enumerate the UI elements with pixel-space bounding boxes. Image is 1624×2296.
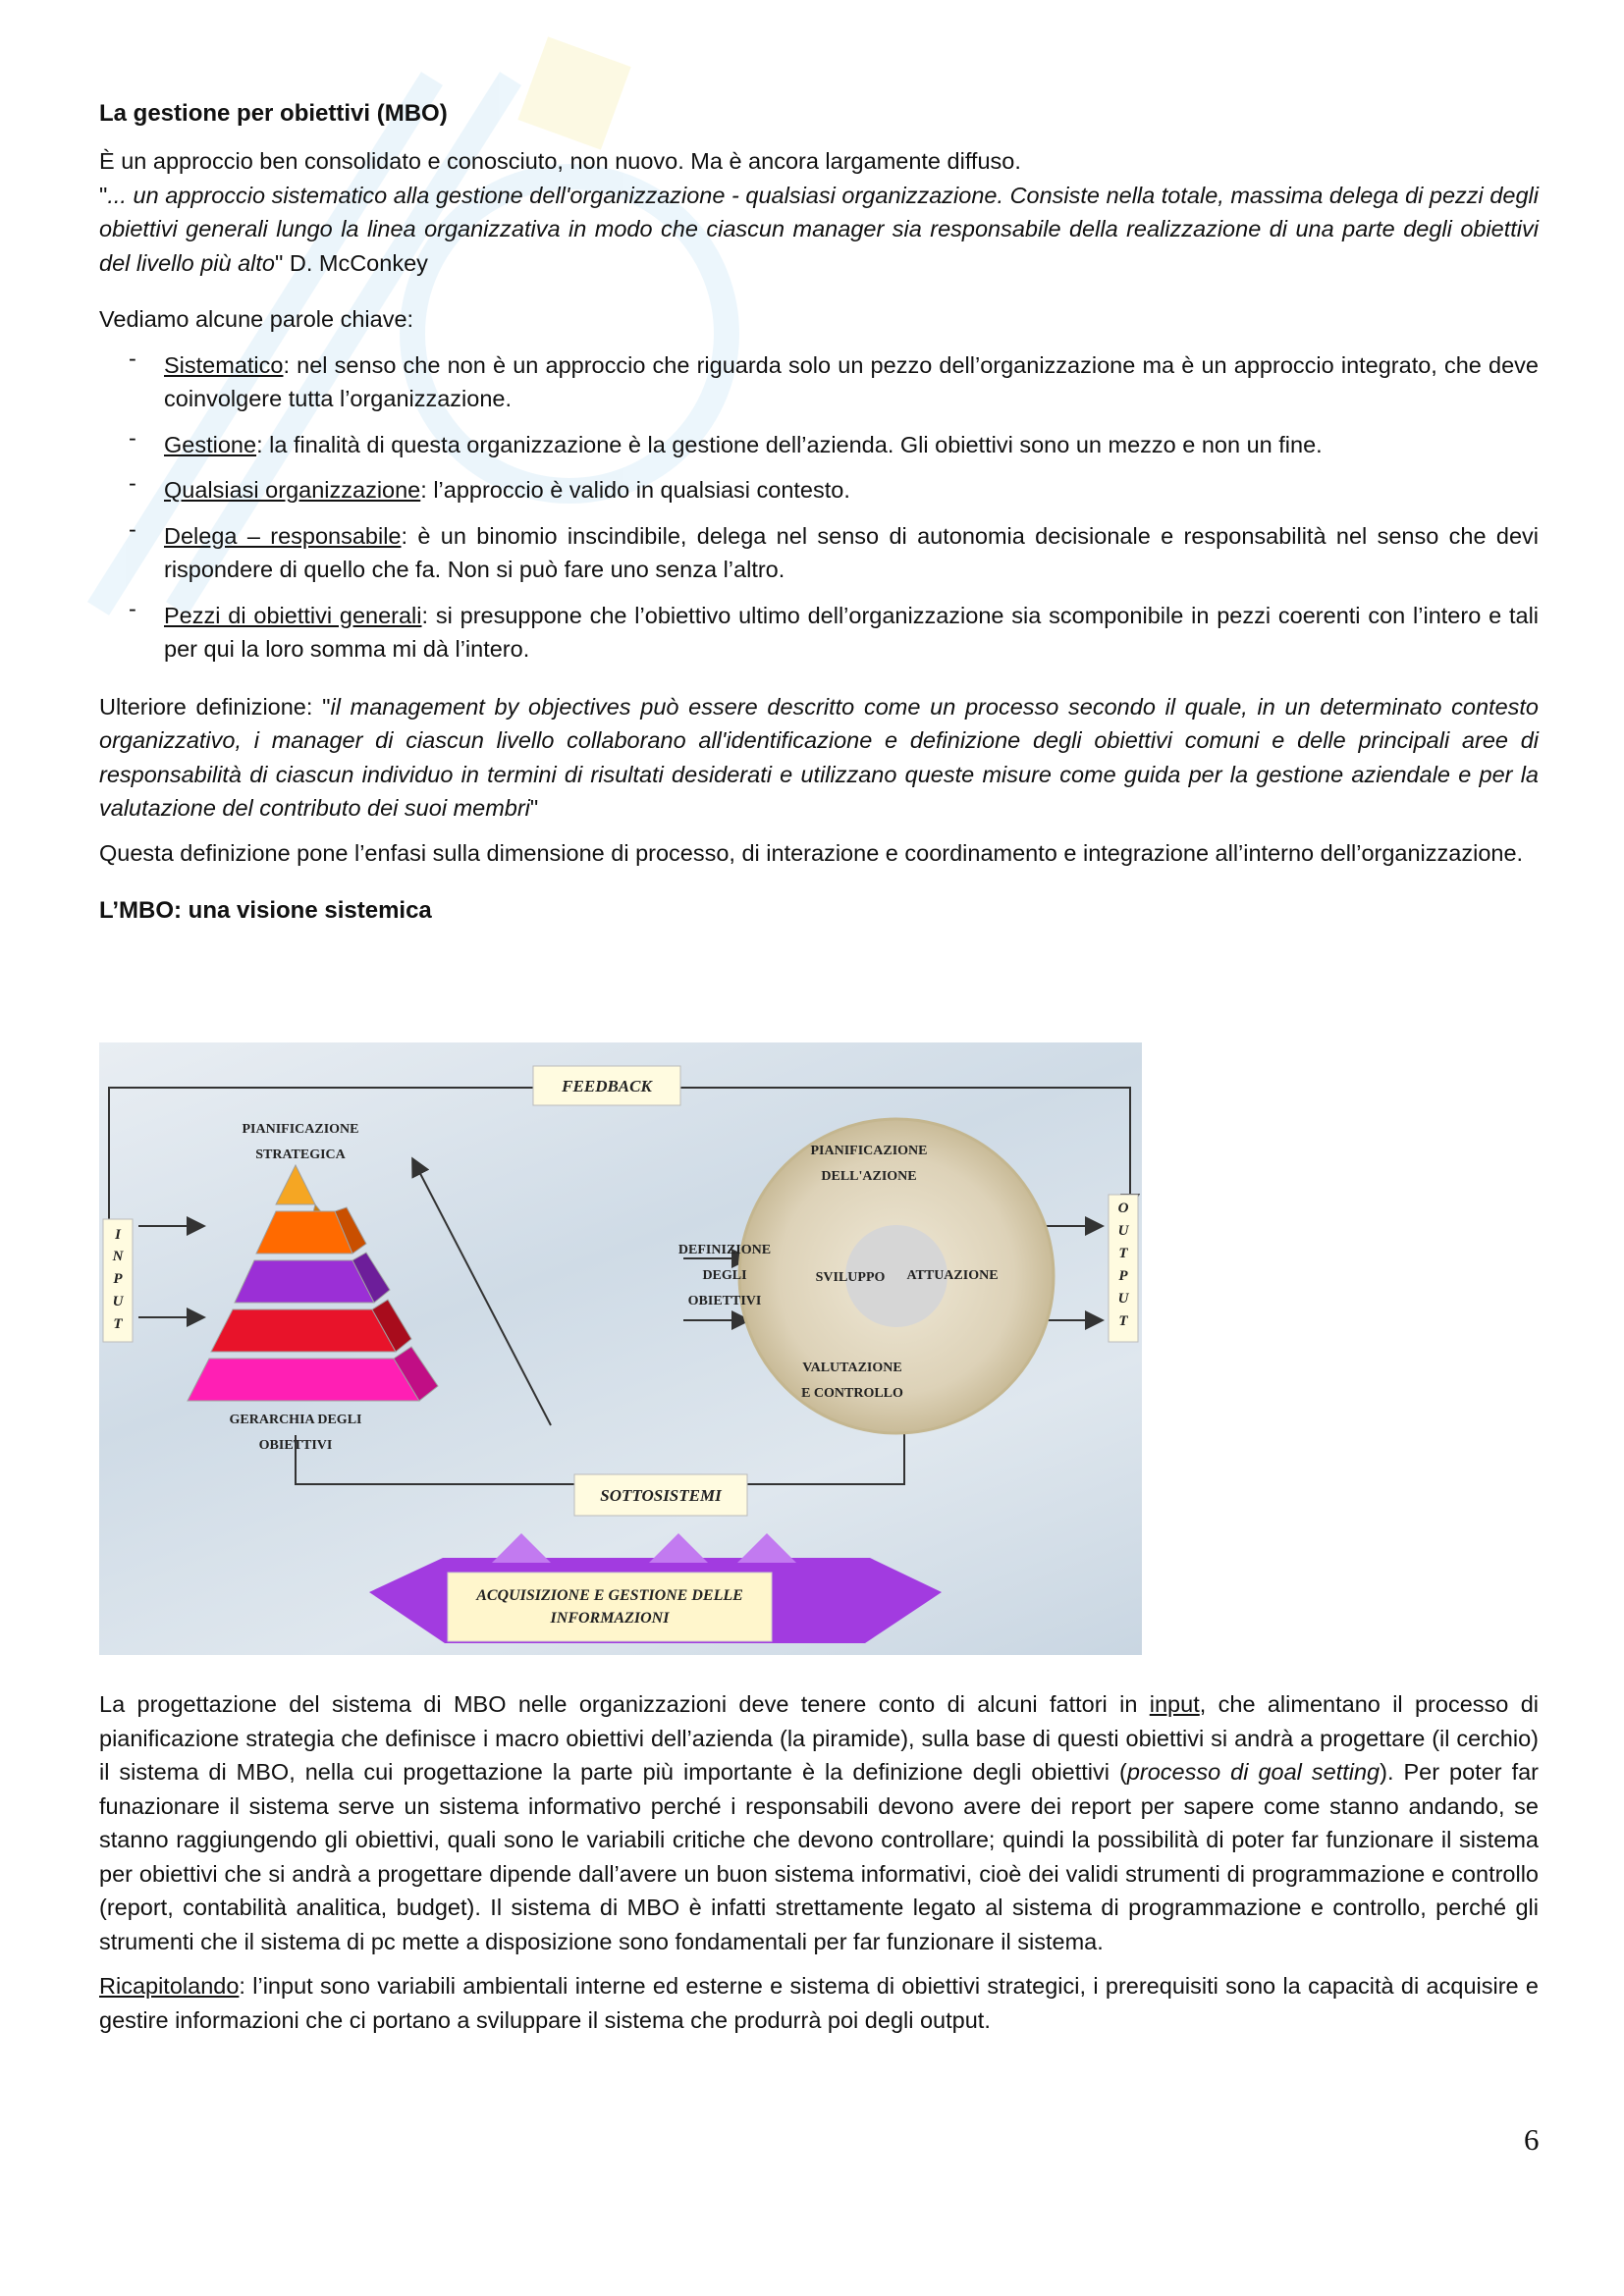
input-letter: P bbox=[113, 1271, 123, 1287]
pyramid-layer bbox=[276, 1165, 315, 1204]
mbo-diagram bbox=[99, 1042, 1142, 1655]
keyword-term: Delega – responsabile bbox=[164, 522, 402, 549]
keyword-text: : la finalità di questa organizzazione è la gestione dell’azienda. Gli obiettivi sono un mezzo e non un fine. bbox=[256, 431, 1323, 457]
output-letter: U bbox=[1117, 1291, 1129, 1307]
sottosistemi-label: SOTTOSISTEMI bbox=[600, 1486, 722, 1505]
keyword-text: : è un binomio inscindibile, delega nel senso di autonomia decisionale e responsabilità nel senso che devi rispondere di quello che fa. Non si può fare uno senza l’altro. bbox=[164, 522, 1539, 582]
keyword-text: : l’approccio è valido in qualsiasi contesto. bbox=[420, 477, 850, 503]
input-word: input bbox=[1149, 1691, 1200, 1717]
output-letter: T bbox=[1118, 1313, 1128, 1329]
bullet-dash: - bbox=[129, 515, 136, 542]
sviluppo-label: SVILUPPO bbox=[815, 1270, 886, 1285]
bullet-dash: - bbox=[129, 424, 136, 451]
list-item bbox=[99, 424, 1539, 462]
keyword-term: Sistematico bbox=[164, 351, 284, 378]
pyramid-layer bbox=[235, 1260, 374, 1303]
heading-mbo: La gestione per obiettivi (MBO) bbox=[99, 100, 448, 127]
document-body-lower bbox=[99, 1687, 1539, 2037]
page-number: 6 bbox=[1524, 2122, 1540, 2157]
pyramid-of-objectives bbox=[188, 1165, 438, 1401]
list-item bbox=[99, 515, 1539, 587]
keywords-intro: Vediamo alcune parole chiave: bbox=[99, 306, 414, 332]
recap-text: : l’input sono variabili ambientali interne ed esterne e sistema di obiettivi strategici, i prerequisiti sono la capacità di acquisire e gestire informazioni che ci portano a sviluppare il sistema che produrrà poi degli output. bbox=[99, 1973, 1539, 2033]
keyword-term: Gestione bbox=[164, 431, 257, 457]
valutazione-line1: VALUTAZIONE bbox=[802, 1361, 902, 1375]
definition-close: " bbox=[529, 795, 539, 821]
quote-author: D. McConkey bbox=[283, 249, 428, 276]
gerarchia-line1: GERARCHIA DEGLI bbox=[229, 1413, 362, 1427]
quote-text: ... un approccio sistematico alla gestione dell'organizzazione - qualsiasi organizzazione. Consiste nella totale, massima delega di pezzi degli obiettivi generali lungo la linea organizzativa in modo che ciascun manager sia responsabile della realizzazione di una parte degli obiettivi del livello più alto bbox=[99, 182, 1539, 276]
definition-text: il management by objectives può essere descritto come un processo secondo il quale, in un determinato contesto organizzativo, i manager di ciascun livello collaborano all'identificazione e definizione degli obiettivi comuni e delle principali aree di responsabilità di ciascun individuo in termini di risultati desiderati e utilizzano queste misure come guida per la gestione aziendale e per la valutazione del contributo dei suoi membri bbox=[99, 693, 1540, 821]
acquisizione-line2: INFORMAZIONI bbox=[550, 1610, 670, 1627]
input-letter: U bbox=[112, 1294, 124, 1309]
keyword-term: Pezzi di obiettivi generali bbox=[164, 602, 422, 628]
keyword-text: : nel senso che non è un approccio che riguarda solo un pezzo dell’organizzazione ma è un approccio integrato, che deve coinvolgere tutta l’organizzazione. bbox=[164, 351, 1539, 411]
progettazione-text-2: , che alimentano il processo di pianificazione strategia che definisce i macro obiettivi dell’azienda (la piramide), sulla base di questi obiettivi si andrà a progettare (il cerchio) il sistema di MBO, nella cui progettazione la parte più importante è la definizione degli obiettivi ( bbox=[99, 1691, 1539, 1785]
definizione-line2: DEGLI bbox=[702, 1268, 747, 1283]
document-body bbox=[99, 93, 1539, 925]
quote-open: " bbox=[99, 182, 108, 208]
list-item bbox=[99, 595, 1540, 667]
pyramid-layer bbox=[188, 1359, 419, 1401]
pianificazione-strategica-line1: PIANIFICAZIONE bbox=[242, 1122, 359, 1137]
recap-term: Ricapitolando bbox=[99, 1973, 240, 1999]
intro-text: È un approccio ben consolidato e conosciuto, non nuovo. Ma è ancora largamente diffuso. bbox=[99, 148, 1021, 174]
definizione-line1: DEFINIZIONE bbox=[677, 1243, 772, 1257]
list-item bbox=[99, 345, 1539, 416]
output-letter: U bbox=[1117, 1223, 1129, 1239]
emphasis-paragraph: Questa definizione pone l’enfasi sulla dimensione di processo, di interazione e coordinamento e integrazione all’interno dell’organizzazione. bbox=[99, 839, 1524, 866]
valutazione-line2: E CONTROLLO bbox=[801, 1386, 903, 1401]
recap-paragraph bbox=[99, 1969, 1539, 2037]
progettazione-text-1: La progettazione del sistema di MBO nelle organizzazioni deve tenere conto di alcuni fattori in bbox=[99, 1691, 1150, 1717]
input-letter: I bbox=[115, 1227, 121, 1243]
keyword-text: : si presuppone che l’obiettivo ultimo dell’organizzazione sia scomponibile in pezzi coerenti con l’intero e tali per qui la loro somma mi dà l’intero. bbox=[164, 602, 1540, 662]
input-letter: N bbox=[112, 1249, 124, 1264]
bullet-dash: - bbox=[129, 345, 136, 371]
pianificazione-azione-line1: PIANIFICAZIONE bbox=[810, 1144, 928, 1158]
quote-close: " bbox=[274, 249, 284, 276]
pianificazione-azione-line2: DELL'AZIONE bbox=[821, 1169, 917, 1184]
keywords-list bbox=[99, 345, 1540, 667]
intro-paragraph bbox=[99, 144, 1539, 280]
pianificazione-strategica-line2: STRATEGICA bbox=[255, 1148, 346, 1162]
pyramid-layer bbox=[211, 1309, 396, 1352]
list-item bbox=[99, 470, 1539, 507]
heading-visione-sistemica: L’MBO: una visione sistemica bbox=[99, 897, 432, 924]
progettazione-text-3: ). Per poter far funazionare il sistema serve un sistema informativo perché i responsabili devono avere dei report per sapere come stanno andando, se stanno raggiungendo gli obiettivi, quali sono le variabili critiche che devono controllare; quindi la possibilità di poter far funzionare il sistema per obiettivi che si andrà a progettare dipende dall’avere un buon sistema informativi, cioè dei validi strumenti di programmazione e controllo (report, contabilità analitica, budget). Il sistema di MBO è infatti strettamente legato al sistema di programmazione e controllo, perché gli strumenti che il sistema di pc mette a disposizione sono fondamentali per far funzionare il sistema. bbox=[99, 1759, 1540, 1954]
feedback-label: FEEDBACK bbox=[562, 1077, 652, 1095]
input-letter: T bbox=[113, 1316, 123, 1332]
output-letter: O bbox=[1117, 1201, 1129, 1216]
attuazione-label: ATTUAZIONE bbox=[906, 1268, 999, 1283]
keyword-term: Qualsiasi organizzazione bbox=[164, 477, 421, 503]
output-letter: T bbox=[1118, 1246, 1128, 1261]
definition-paragraph bbox=[99, 690, 1539, 826]
bullet-dash: - bbox=[129, 595, 136, 621]
goal-setting-text: processo di goal setting bbox=[1126, 1759, 1380, 1785]
progettazione-paragraph bbox=[99, 1687, 1539, 1958]
output-letter: P bbox=[1118, 1268, 1128, 1284]
gerarchia-line2: OBIETTIVI bbox=[258, 1438, 333, 1453]
definition-lead: Ulteriore definizione: " bbox=[99, 693, 331, 720]
definizione-line3: OBIETTIVI bbox=[687, 1294, 762, 1308]
acquisizione-line1: ACQUISIZIONE E GESTIONE DELLE bbox=[476, 1587, 743, 1604]
bullet-dash: - bbox=[129, 470, 136, 496]
acquisizione-box bbox=[448, 1573, 772, 1641]
